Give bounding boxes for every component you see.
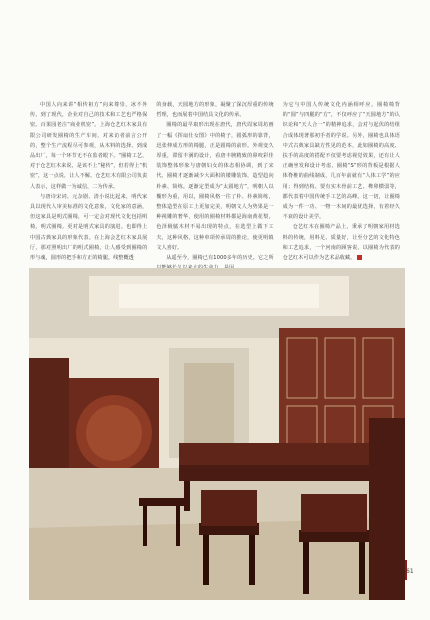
paragraph: 从遥至今，圈椅已有1000多年的历史。它之所: [166, 255, 274, 262]
right-cabinet: [369, 418, 405, 600]
article-column-2: [156, 100, 273, 262]
paragraph: 与唐诗宋词、元杂剧、清小说比起来，明代家具以现代人审美标准的文化意象，文化家的意涵，但这家具是明式圈椅，可一定会对现代文化包括明椅、明式圈椅。更对是明式家具的演进。也即得上中国古典家具的形象代表。在上海会艺红木家具展厅，那对照明出厂的明式圈椅，让人感受到圈椅的形与魂，圆形的把手和方正的椅腿。线整概透: [30, 193, 148, 262]
screen-carving: [86, 405, 142, 461]
ceiling-light: [119, 284, 319, 308]
end-mark-icon: [357, 255, 362, 260]
side-table-leg: [176, 506, 180, 546]
paragraph-text: 仓艺红木在圈椅产品上，秉承了明朝家用材选料的传统，用料足、质量好，让至分艺的文化特色和工艺追求，一个河南的顾客说，以圈椅为代表的仓艺红木可以作为艺术品收藏。: [282, 224, 400, 262]
inner-room: [184, 363, 234, 453]
showroom-illustration: [29, 268, 405, 600]
paragraph: 的身载，天圆地方的形象，凝聚了深沉厚重的传统哲理，也而展着中国结具文化的传承。: [156, 102, 274, 119]
long-bench-back: [179, 443, 379, 465]
paragraph: 中国人向来讲“相传祖方”向来尊崇，冰不外传。到了现代，企业对自己的技术和工艺也严格保密。百果园老注“商业机密”。上海仓艺红木家具有限公司研发圈椅的生产车间，对来访者前言公开的，整个生产流程尽可参观，从木料的选择、到成品出厂，每一个环节无不在监者眼下。“圈椅工艺，对于仓艺红木来说，是该不上“秘传”，但若得上“机密”，这一点说，让人不解。仓艺红木有限公司负责人表示，这样做一为诚信，二为传承。: [30, 102, 148, 190]
side-table-top: [139, 498, 184, 506]
side-table-leg: [143, 506, 147, 546]
paragraph: 为它与中国人传统文化内涵相呼应。圈椅椅背的“圆”与四腿的“方”，不仅呼应了“天圆地方”的认识论和“天人合一”的精神追求，会对与起伏的结组合成体现著那初手者的学说。另外，圈椅也具体语中式古典家具缺方性见的范本，此如圈椅的高度、扶手的高度的搭配不仅要考虑视觉效果，还有让人正确坐发和设计考虑，圈椅“S”形的背板是根据人体脊椎的曲线制成，几百年前就有“人体工学”的应用；得到结构、要有实木骨前工艺、榫卯横弱等，都代表着中国传统手工艺的高峰。这一切，让圈椅成为一件一功、一物一木间的最优选择，有着经久不衰的设计美学。: [282, 102, 400, 221]
article-column-1: [30, 100, 147, 262]
paragraph: 圈椅的最早取形出现在唐代，唐代周家周坊画了一幅《挥扇仕女图》中的椅子，圆弧形的靠背，迅张伸成方形的椅腿，正是圆椅的前形。外观变久厚重，滞留丰满的设计，看唐丰腴精致的鼻咬彩佳装饰整体形象与唐朝妇女的体态相协调，到了宋代，圈椅才逐渐减少大面积的镂雕装饰，造型趋向朴素、简练。逐渐定型成为“太圆地方”，明朝人以椭形为重，用以，圈椅风格一往了朴、朴素简练，整体造型在原工上更加完美，明朝文人为势果是一种视雕的奢华，使用的圈椅材料都是海南黄花梨，色泽极腻木材不易出现的特点，在选型上做下工夫，这种风格，这种单项传承周的推论，使更明镇文人喜好。: [156, 122, 274, 251]
article-body: [30, 100, 400, 262]
long-bench-seat: [179, 463, 379, 481]
paragraph-final: [283, 222, 400, 263]
page-number: 61: [406, 568, 414, 575]
article-column-3: [283, 100, 400, 262]
showroom-photo: [29, 268, 405, 600]
